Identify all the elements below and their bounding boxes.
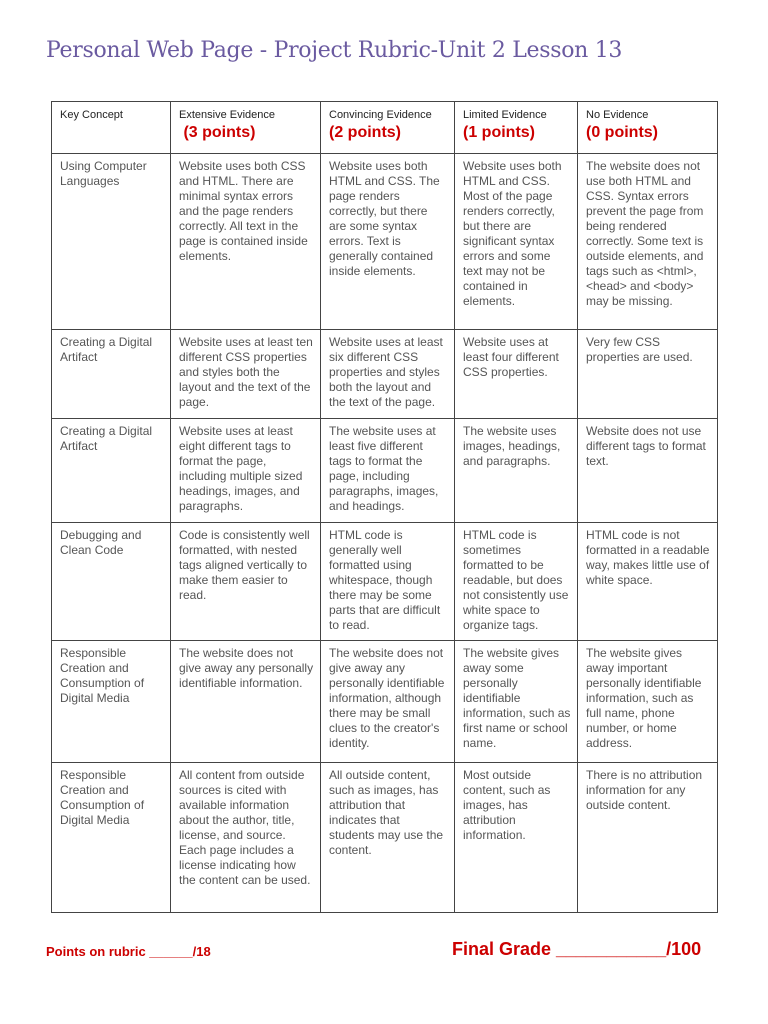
rubric-table: [51, 101, 718, 913]
rubric-cell: Website uses both HTML and CSS. The page renders correctly, but there are some syntax errors. Text is generally contained inside elements.: [321, 154, 455, 330]
column-label: No Evidence: [586, 109, 649, 121]
rubric-cell: The website gives away some personally identifiable information, such as first name or school name.: [455, 641, 578, 763]
column-points: (2 points): [329, 124, 401, 141]
column-label: Extensive Evidence: [179, 109, 275, 121]
rubric-cell: The website uses at least five different tags to format the page, including paragraphs, images, and headings.: [321, 419, 455, 523]
column-label: Key Concept: [60, 109, 123, 121]
table-row: [52, 419, 718, 523]
column-points: (3 points): [179, 124, 256, 141]
key-concept-cell: Debugging and Clean Code: [52, 523, 171, 641]
points-on-rubric: Points on rubric ______/18: [46, 944, 211, 959]
header-cell-limited: [455, 102, 578, 154]
rubric-cell: The website does not give away any personally identifiable information.: [171, 641, 321, 763]
table-row: [52, 330, 718, 419]
rubric-cell: Website uses at least six different CSS properties and styles both the layout and the text of the page.: [321, 330, 455, 419]
header-cell-no-evidence: [578, 102, 718, 154]
rubric-cell: HTML code is generally well formatted using whitespace, though there may be some parts that are difficult to read.: [321, 523, 455, 641]
rubric-cell: All outside content, such as images, has attribution that indicates that students may use the content.: [321, 763, 455, 913]
table-row: [52, 763, 718, 913]
table-row: [52, 154, 718, 330]
rubric-cell: Website uses both HTML and CSS. Most of the page renders correctly, but there are significant syntax errors and some text may not be contained in elements.: [455, 154, 578, 330]
header-row: [52, 102, 718, 154]
key-concept-cell: Responsible Creation and Consumption of Digital Media: [52, 641, 171, 763]
rubric-cell: The website uses images, headings, and paragraphs.: [455, 419, 578, 523]
rubric-cell: Website uses both CSS and HTML. There are minimal syntax errors and the page renders correctly. All text in the page is contained inside elements.: [171, 154, 321, 330]
table-row: [52, 523, 718, 641]
rubric-cell: Website uses at least four different CSS properties.: [455, 330, 578, 419]
header-cell-key-concept: [52, 102, 171, 154]
header-cell-convincing: [321, 102, 455, 154]
rubric-cell: Code is consistently well formatted, with nested tags aligned vertically to make them easier to read.: [171, 523, 321, 641]
final-grade: Final Grade ___________/100: [452, 939, 702, 959]
key-concept-cell: Creating a Digital Artifact: [52, 330, 171, 419]
rubric-cell: The website does not use both HTML and CSS. Syntax errors prevent the page from being rendered correctly. Some text is outside elements, and tags such as <html>, <head> and <body> may be missing.: [578, 154, 718, 330]
rubric-cell: All content from outside sources is cited with available information about the author, title, license, and source. Each page includes a license indicating how the content can be used.: [171, 763, 321, 913]
key-concept-cell: Using Computer Languages: [52, 154, 171, 330]
rubric-cell: The website gives away important personally identifiable information, such as full name, phone number, or home address.: [578, 641, 718, 763]
rubric-cell: Website uses at least eight different tags to format the page, including multiple sized headings, images, and paragraphs.: [171, 419, 321, 523]
table-row: [52, 641, 718, 763]
column-label: Convincing Evidence: [329, 109, 432, 121]
column-points: (1 points): [463, 124, 535, 141]
header-cell-extensive: [171, 102, 321, 154]
key-concept-cell: Creating a Digital Artifact: [52, 419, 171, 523]
key-concept-cell: Responsible Creation and Consumption of Digital Media: [52, 763, 171, 913]
rubric-cell: HTML code is sometimes formatted to be readable, but does not consistently use white space to organize tags.: [455, 523, 578, 641]
rubric-cell: There is no attribution information for any outside content.: [578, 763, 718, 913]
column-label: Limited Evidence: [463, 109, 547, 121]
rubric-cell: HTML code is not formatted in a readable way, makes little use of white space.: [578, 523, 718, 641]
rubric-cell: Most outside content, such as images, has attribution information.: [455, 763, 578, 913]
column-points: (0 points): [586, 124, 658, 141]
rubric-cell: Website uses at least ten different CSS properties and styles both the layout and the text of the page.: [171, 330, 321, 419]
rubric-cell: Website does not use different tags to format text.: [578, 419, 718, 523]
rubric-cell: Very few CSS properties are used.: [578, 330, 718, 419]
page-title: Personal Web Page - Project Rubric-Unit 2 Lesson 13: [46, 38, 623, 63]
rubric-cell: The website does not give away any personally identifiable information, although there may be small clues to the creator's identity.: [321, 641, 455, 763]
